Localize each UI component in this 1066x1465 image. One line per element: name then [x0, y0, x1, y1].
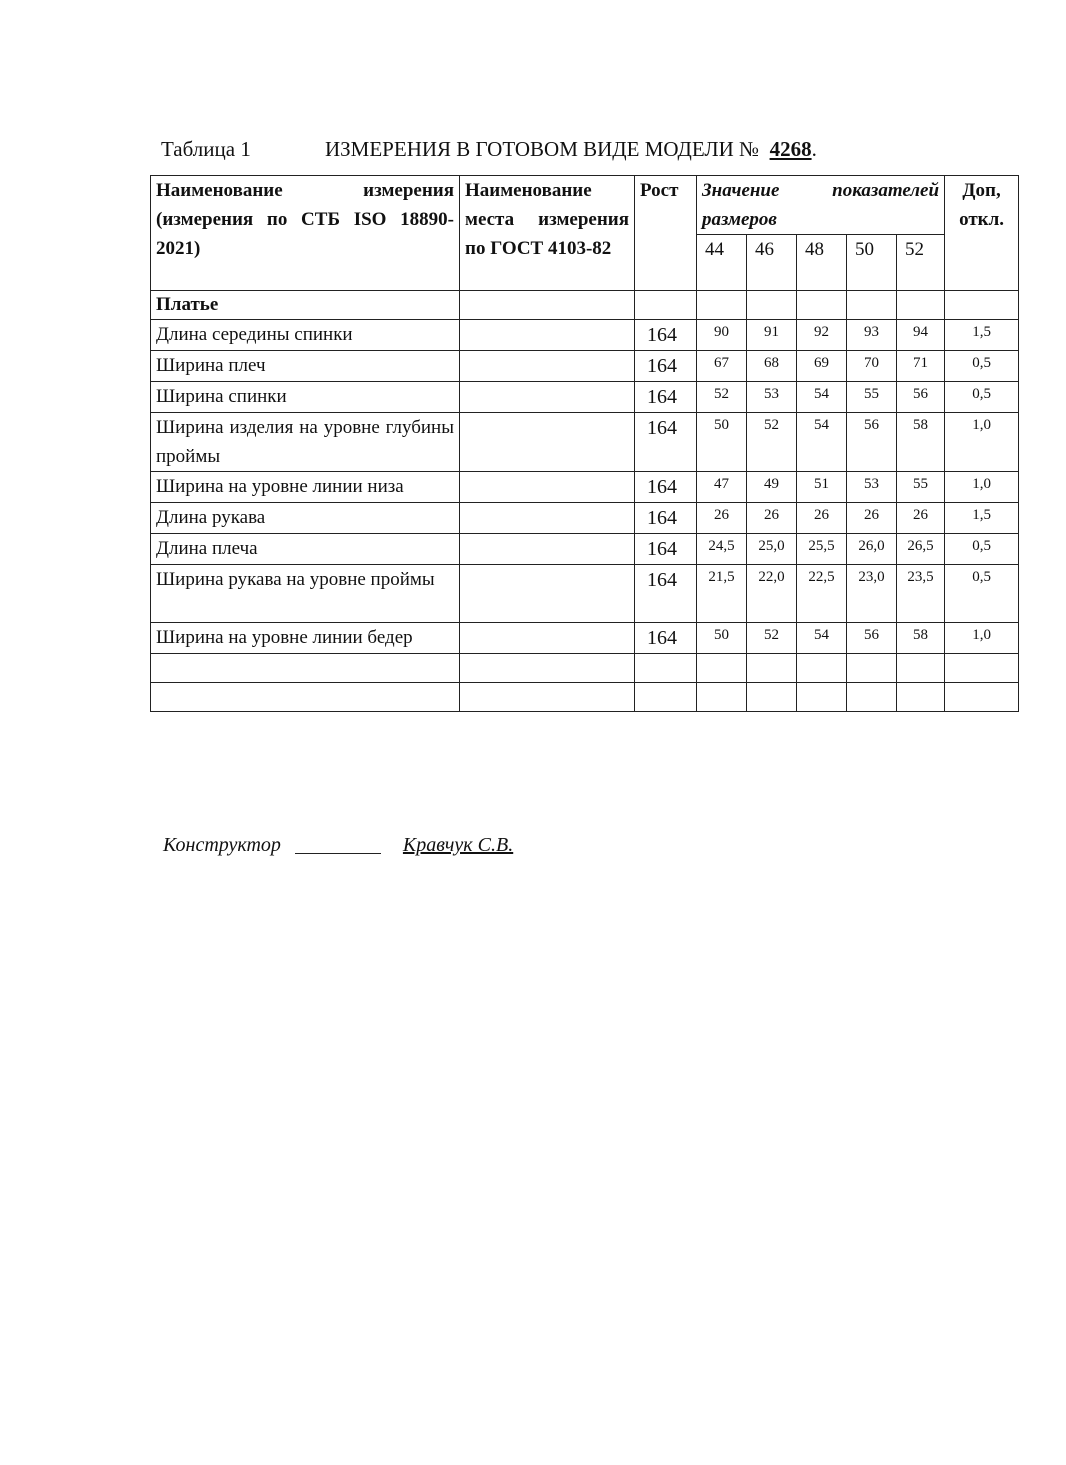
- table-caption: [161, 137, 817, 162]
- deviation-value: 1,0: [945, 623, 1019, 654]
- growth-value: 164: [635, 623, 697, 654]
- measurement-name: Ширина на уровне линии низа: [151, 472, 460, 503]
- size-value: 26,5: [897, 534, 945, 565]
- size-value: 23,5: [897, 565, 945, 623]
- deviation-value: 0,5: [945, 565, 1019, 623]
- header-size: 46: [747, 235, 797, 291]
- table-row: [151, 382, 1019, 413]
- size-value: 24,5: [697, 534, 747, 565]
- deviation-value: 1,0: [945, 472, 1019, 503]
- empty-cell: [945, 291, 1019, 320]
- size-value: 56: [897, 382, 945, 413]
- growth-value: 164: [635, 534, 697, 565]
- measurement-place: [460, 413, 635, 472]
- empty-cell: [847, 654, 897, 683]
- empty-cell: [635, 654, 697, 683]
- size-value: 26: [847, 503, 897, 534]
- size-value: 91: [747, 320, 797, 351]
- measurements-table: [150, 175, 1019, 712]
- growth-value: 164: [635, 565, 697, 623]
- empty-cell: [897, 683, 945, 712]
- growth-value: 164: [635, 472, 697, 503]
- empty-cell: [847, 291, 897, 320]
- size-value: 23,0: [847, 565, 897, 623]
- document-title: [325, 137, 817, 162]
- header-size: 50: [847, 235, 897, 291]
- size-value: 26,0: [847, 534, 897, 565]
- measurement-place: [460, 565, 635, 623]
- empty-cell: [460, 291, 635, 320]
- deviation-value: 0,5: [945, 534, 1019, 565]
- measurement-name: Длина середины спинки: [151, 320, 460, 351]
- signature-line: [163, 834, 513, 857]
- size-value: 26: [697, 503, 747, 534]
- empty-cell: [747, 291, 797, 320]
- signature-person: Кравчук С.В.: [402, 834, 514, 856]
- size-value: 67: [697, 351, 747, 382]
- measurement-place: [460, 503, 635, 534]
- table-row: [151, 534, 1019, 565]
- empty-cell: [697, 654, 747, 683]
- growth-value: 164: [635, 351, 697, 382]
- growth-value: 164: [635, 382, 697, 413]
- deviation-value: 0,5: [945, 382, 1019, 413]
- measurement-name: Длина плеча: [151, 534, 460, 565]
- measurement-name: Ширина изделия на уровне глубины проймы: [151, 413, 460, 472]
- size-value: 26: [747, 503, 797, 534]
- group-row: [151, 291, 1019, 320]
- measurement-place: [460, 382, 635, 413]
- signature-role: Конструктор: [163, 834, 281, 856]
- measurement-place: [460, 320, 635, 351]
- size-value: 26: [897, 503, 945, 534]
- table-row: [151, 565, 1019, 623]
- deviation-value: 1,5: [945, 503, 1019, 534]
- model-number: 4268: [769, 137, 812, 161]
- size-value: 54: [797, 382, 847, 413]
- size-value: 54: [797, 413, 847, 472]
- deviation-value: 1,5: [945, 320, 1019, 351]
- header-measurement-name: Наименование измерения (измерения по СТБ ISO 18890-2021): [151, 176, 460, 291]
- empty-cell: [897, 291, 945, 320]
- size-value: 50: [697, 623, 747, 654]
- table-row: [151, 623, 1019, 654]
- size-value: 21,5: [697, 565, 747, 623]
- growth-value: 164: [635, 320, 697, 351]
- size-value: 22,0: [747, 565, 797, 623]
- size-value: 54: [797, 623, 847, 654]
- empty-cell: [747, 683, 797, 712]
- empty-cell: [697, 291, 747, 320]
- table-row: [151, 472, 1019, 503]
- empty-cell: [945, 654, 1019, 683]
- measurement-name: Ширина на уровне линии бедер: [151, 623, 460, 654]
- size-value: 53: [747, 382, 797, 413]
- empty-cell: [697, 683, 747, 712]
- empty-cell: [797, 683, 847, 712]
- size-value: 52: [747, 413, 797, 472]
- empty-cell: [847, 683, 897, 712]
- size-value: 25,5: [797, 534, 847, 565]
- empty-row: [151, 654, 1019, 683]
- header-size: 44: [697, 235, 747, 291]
- size-value: 71: [897, 351, 945, 382]
- empty-cell: [635, 683, 697, 712]
- empty-cell: [797, 291, 847, 320]
- size-value: 92: [797, 320, 847, 351]
- measurement-name: Ширина плеч: [151, 351, 460, 382]
- signature-blank: [295, 853, 381, 854]
- size-value: 26: [797, 503, 847, 534]
- size-value: 56: [847, 413, 897, 472]
- header-row: [151, 176, 1019, 235]
- header-deviation: Доп, откл.: [945, 176, 1019, 291]
- empty-cell: [151, 683, 460, 712]
- table-row: [151, 503, 1019, 534]
- measurement-name: Ширина рукава на уровне проймы: [151, 565, 460, 623]
- size-value: 55: [897, 472, 945, 503]
- table-row: [151, 320, 1019, 351]
- growth-value: 164: [635, 503, 697, 534]
- measurement-name: Ширина спинки: [151, 382, 460, 413]
- deviation-value: 1,0: [945, 413, 1019, 472]
- empty-cell: [897, 654, 945, 683]
- size-value: 52: [697, 382, 747, 413]
- size-value: 58: [897, 623, 945, 654]
- empty-cell: [747, 654, 797, 683]
- size-value: 53: [847, 472, 897, 503]
- measurement-place: [460, 623, 635, 654]
- group-label: Платье: [151, 291, 460, 320]
- empty-cell: [635, 291, 697, 320]
- title-text: ИЗМЕРЕНИЯ В ГОТОВОМ ВИДЕ МОДЕЛИ №: [325, 137, 760, 161]
- empty-cell: [945, 683, 1019, 712]
- table-label: Таблица 1: [161, 137, 251, 161]
- size-value: 49: [747, 472, 797, 503]
- header-size: 52: [897, 235, 945, 291]
- size-value: 52: [747, 623, 797, 654]
- header-size-values: Значение показателей размеров: [697, 176, 945, 235]
- header-measurement-place: Наименование места измерения по ГОСТ 4103-82: [460, 176, 635, 291]
- size-value: 90: [697, 320, 747, 351]
- measurement-place: [460, 472, 635, 503]
- empty-cell: [151, 654, 460, 683]
- measurement-place: [460, 534, 635, 565]
- growth-value: 164: [635, 413, 697, 472]
- size-value: 25,0: [747, 534, 797, 565]
- size-value: 50: [697, 413, 747, 472]
- size-value: 51: [797, 472, 847, 503]
- measurement-place: [460, 351, 635, 382]
- deviation-value: 0,5: [945, 351, 1019, 382]
- empty-cell: [797, 654, 847, 683]
- size-value: 93: [847, 320, 897, 351]
- size-value: 56: [847, 623, 897, 654]
- table-row: [151, 413, 1019, 472]
- size-value: 69: [797, 351, 847, 382]
- measurement-name: Длина рукава: [151, 503, 460, 534]
- size-value: 70: [847, 351, 897, 382]
- size-value: 94: [897, 320, 945, 351]
- title-period: .: [811, 137, 817, 161]
- empty-cell: [460, 654, 635, 683]
- table-row: [151, 351, 1019, 382]
- size-value: 47: [697, 472, 747, 503]
- size-value: 58: [897, 413, 945, 472]
- size-value: 55: [847, 382, 897, 413]
- size-value: 68: [747, 351, 797, 382]
- empty-cell: [460, 683, 635, 712]
- size-value: 22,5: [797, 565, 847, 623]
- header-growth: Рост: [635, 176, 697, 291]
- empty-row: [151, 683, 1019, 712]
- header-size: 48: [797, 235, 847, 291]
